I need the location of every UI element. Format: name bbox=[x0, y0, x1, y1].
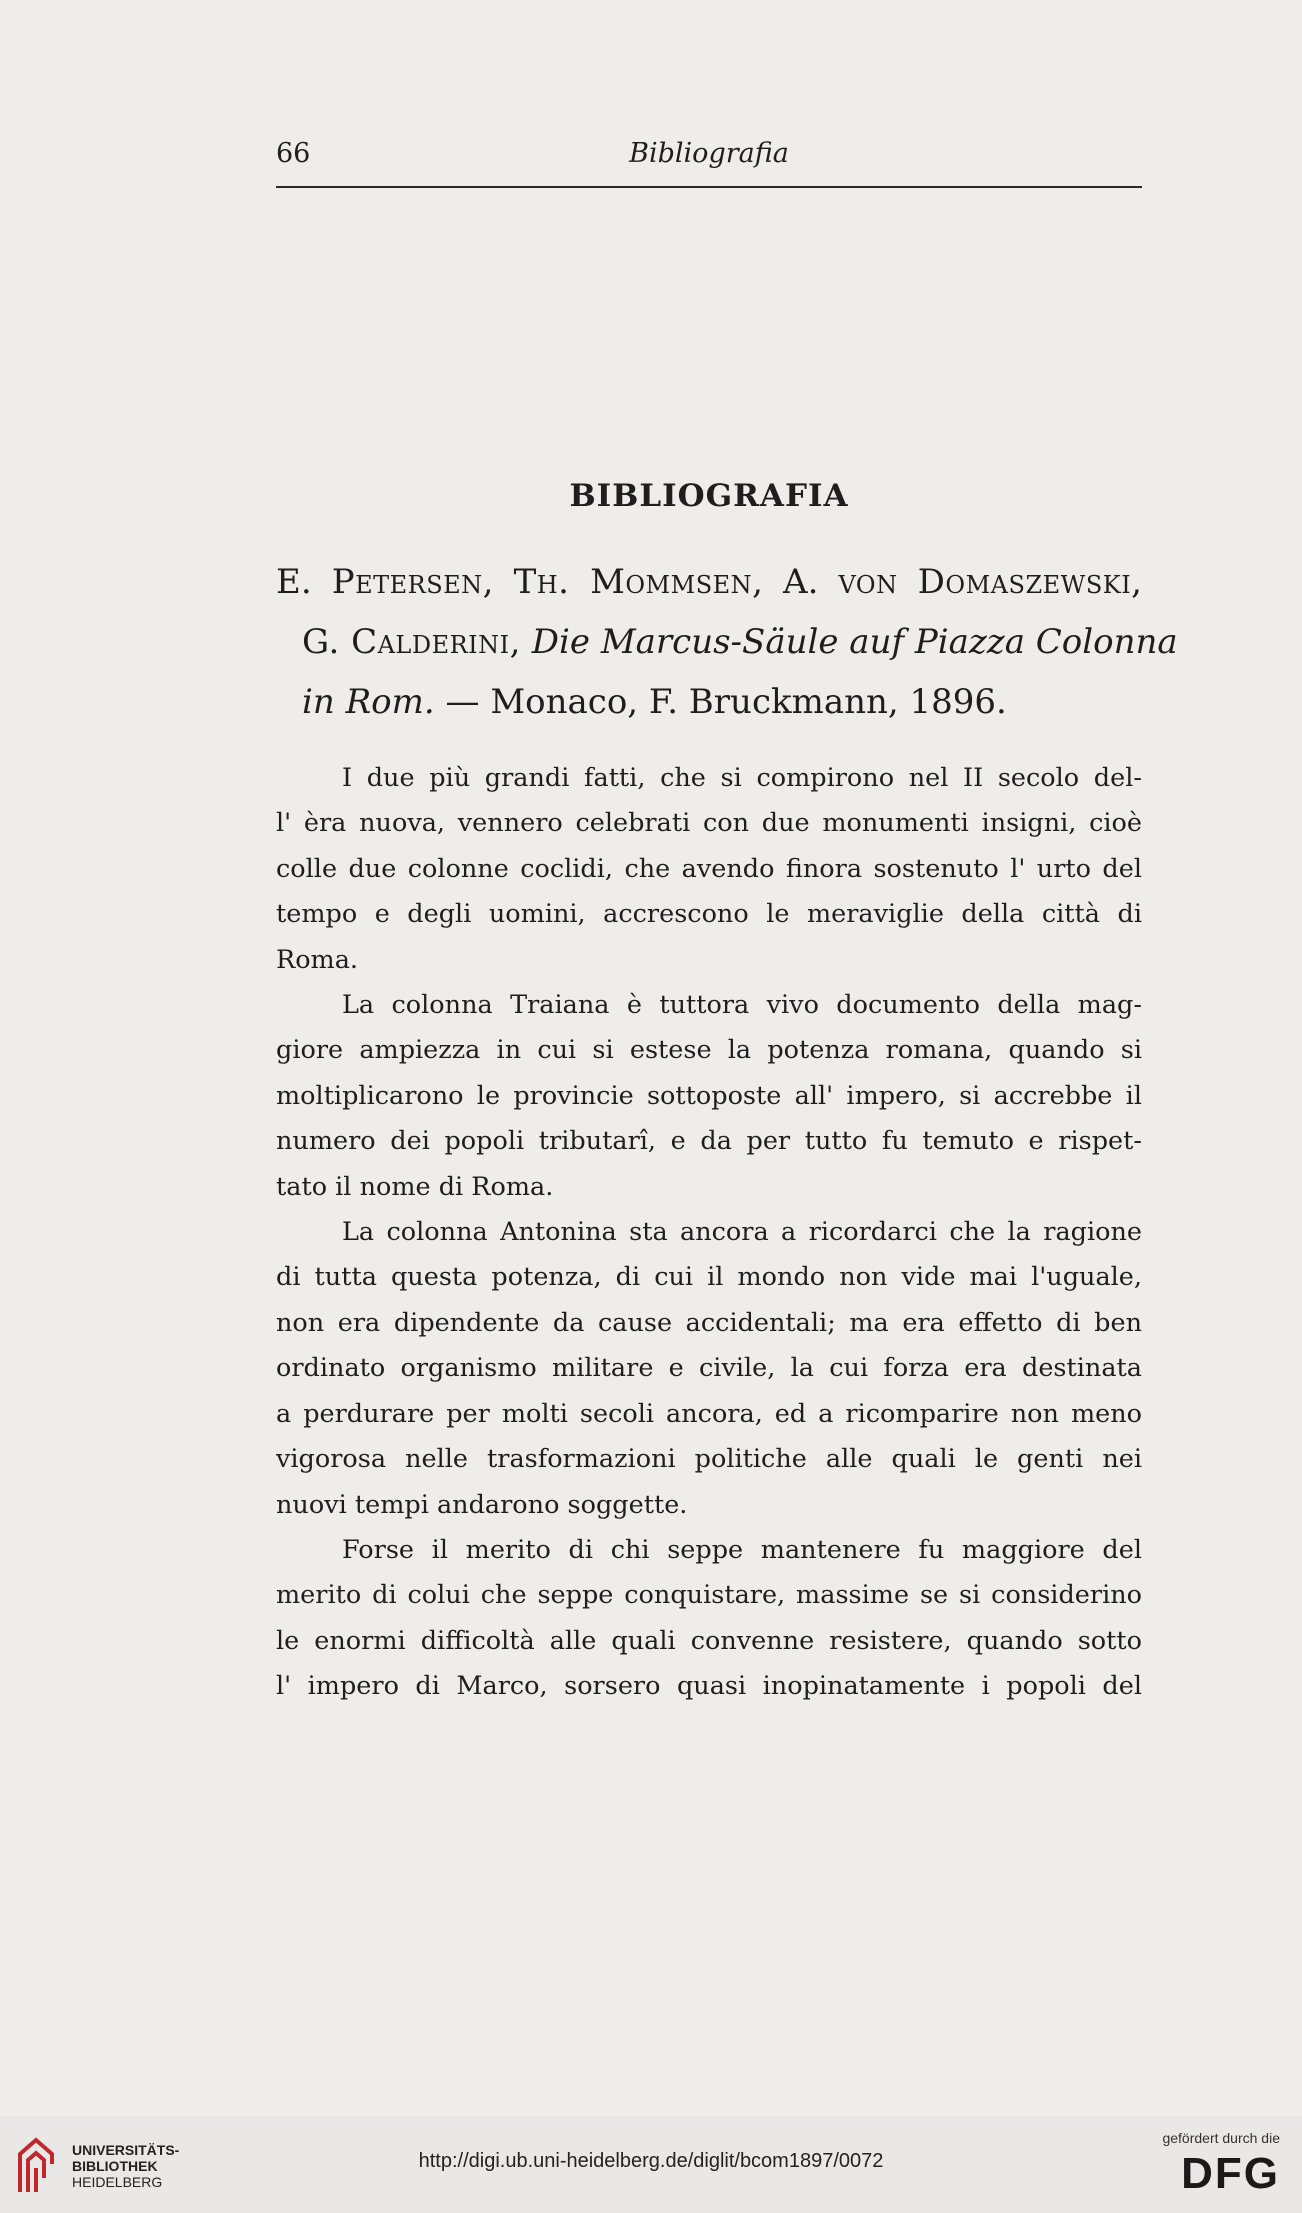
citation-publisher: — Monaco, F. Bruckmann, 1896. bbox=[445, 682, 1007, 722]
running-title: Bibliografia bbox=[629, 138, 789, 169]
body-text bbox=[276, 756, 1142, 1710]
funder-block bbox=[1140, 2130, 1280, 2196]
text-line: colle due colonne coclidi, che avendo finora sostenuto l' urto del bbox=[276, 853, 1142, 884]
header-rule bbox=[276, 186, 1142, 188]
citation-imprint-line bbox=[276, 672, 1142, 732]
text-line: I due più grandi fatti, che si compirono nel II secolo del- bbox=[342, 763, 1142, 793]
funder-label: gefördert durch die bbox=[1162, 2130, 1280, 2146]
text-line: Roma. bbox=[276, 944, 359, 975]
paragraph bbox=[276, 983, 1142, 1210]
citation-work-title-end: in Rom. bbox=[302, 682, 435, 722]
viewer-footer bbox=[0, 2116, 1302, 2213]
paragraph bbox=[276, 756, 1142, 983]
text-line: Forse il merito di chi seppe mantenere fu maggiore del bbox=[342, 1534, 1142, 1565]
citation-title-line bbox=[276, 612, 1178, 672]
text-line: l' impero di Marco, sorsero quasi inopinatamente i popoli del bbox=[276, 1671, 1142, 1702]
text-line: giore ampiezza in cui si estese la potenza romana, quando si bbox=[276, 1035, 1142, 1066]
bibliographic-citation bbox=[276, 552, 1178, 732]
text-line: La colonna Antonina sta ancora a ricordarci che la ragione bbox=[342, 1217, 1142, 1248]
text-line: vigorosa nelle trasformazioni politiche alle quali le genti nei bbox=[276, 1444, 1142, 1475]
text-line: tempo e degli uomini, accrescono le meraviglie della città di bbox=[276, 899, 1142, 930]
text-line: le enormi difficoltà alle quali convenne resistere, quando sotto bbox=[276, 1625, 1142, 1656]
text-line: a perdurare per molti secoli ancora, ed a ricomparire non meno bbox=[276, 1398, 1142, 1429]
citation-authors-line: E. Petersen, Th. Mommsen, A. von Domaszewski, bbox=[276, 562, 1142, 602]
page-number: 66 bbox=[276, 138, 311, 169]
running-head bbox=[276, 138, 1142, 178]
section-title: BIBLIOGRAFIA bbox=[569, 478, 849, 514]
dfg-logo: DFG bbox=[1181, 2149, 1280, 2198]
text-line: di tutta questa potenza, di cui il mondo non vide mai l'uguale, bbox=[276, 1262, 1142, 1293]
text-line: numero dei popoli tributarî, e da per tutto fu temuto e rispet- bbox=[276, 1126, 1142, 1157]
text-line: l' èra nuova, vennero celebrati con due monumenti insigni, cioè bbox=[276, 808, 1142, 839]
text-line: tato il nome di Roma. bbox=[276, 1171, 554, 1202]
text-line: La colonna Traiana è tuttora vivo documento della mag- bbox=[342, 990, 1142, 1021]
paragraph bbox=[276, 1528, 1142, 1710]
text-line: merito di colui che seppe conquistare, massime se si considerino bbox=[276, 1580, 1142, 1611]
permalink-url[interactable]: http://digi.ub.uni-heidelberg.de/diglit/bcom1897/0072 bbox=[418, 2150, 884, 2172]
citation-author-calderini: G. Calderini, bbox=[302, 622, 521, 662]
text-line: ordinato organismo militare e civile, la cui forza era destinata bbox=[276, 1353, 1142, 1384]
paragraph bbox=[276, 1210, 1142, 1528]
citation-work-title: Die Marcus-Säule auf Piazza Colonna bbox=[531, 622, 1178, 662]
library-name: UNIVERSITÄTS- BIBLIOTHEK HEIDELBERG bbox=[72, 2142, 180, 2190]
text-line: nuovi tempi andarono soggette. bbox=[276, 1489, 688, 1520]
text-line: non era dipendente da cause accidentali; ma era effetto di ben bbox=[276, 1307, 1142, 1338]
text-line: moltiplicarono le provincie sottoposte all' impero, si accrebbe il bbox=[276, 1080, 1142, 1111]
